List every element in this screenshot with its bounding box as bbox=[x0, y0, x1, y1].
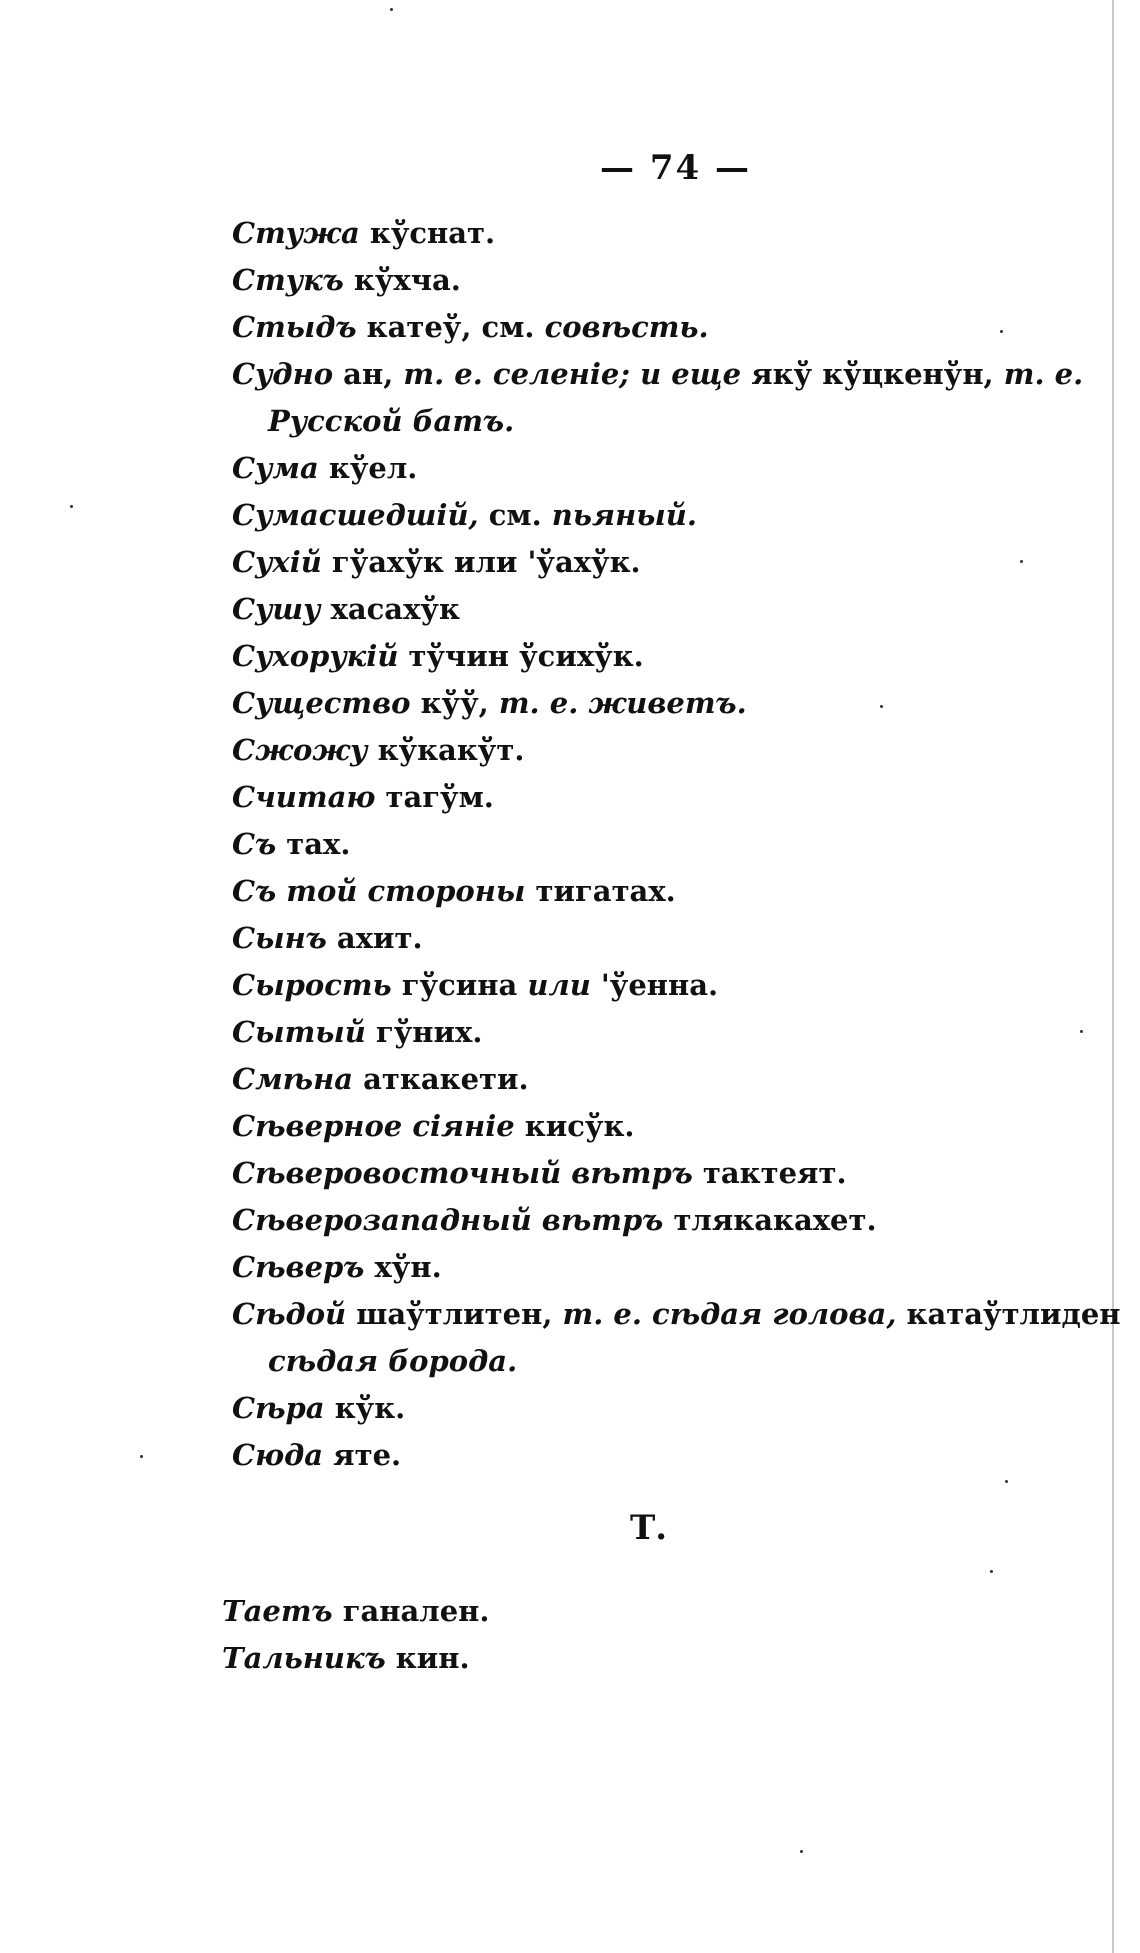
dictionary-entry bbox=[232, 1056, 1092, 1103]
dictionary-entry bbox=[232, 492, 1092, 539]
entry-term: Тальникъ bbox=[222, 1641, 386, 1675]
dictionary-entry bbox=[232, 1244, 1092, 1291]
entry-term: Сѣра bbox=[232, 1391, 325, 1425]
entry-note: т. е. сѣдая голова, bbox=[562, 1297, 897, 1331]
scan-speck bbox=[1080, 1030, 1083, 1033]
dictionary-entry bbox=[232, 257, 1092, 304]
entry-gloss: ганален. bbox=[332, 1594, 490, 1628]
dictionary-entry bbox=[232, 1009, 1092, 1056]
entry-term: Сжожу bbox=[232, 733, 368, 767]
entry-gloss: кўхча. bbox=[343, 263, 461, 297]
entry-gloss: кин. bbox=[385, 1641, 470, 1675]
dictionary-entry bbox=[222, 1588, 490, 1635]
entry-term: Сытый bbox=[232, 1015, 366, 1049]
scan-speck bbox=[140, 1455, 143, 1458]
dictionary-entry bbox=[232, 351, 1092, 398]
dictionary-entry bbox=[232, 680, 1092, 727]
dictionary-entries-t bbox=[222, 1588, 490, 1682]
entry-gloss: тактеят. bbox=[692, 1156, 847, 1190]
scan-speck bbox=[990, 1570, 993, 1573]
entry-gloss: тах. bbox=[276, 827, 351, 861]
entry-note: совѣсть. bbox=[544, 310, 709, 344]
entry-gloss: шаўтлитен, bbox=[346, 1297, 563, 1331]
dictionary-entry bbox=[232, 398, 1092, 445]
scan-speck bbox=[70, 505, 73, 508]
entry-gloss: катеў, см. bbox=[356, 310, 545, 344]
dictionary-entry bbox=[232, 210, 1092, 257]
dictionary-entry bbox=[232, 586, 1092, 633]
scan-speck bbox=[1020, 560, 1023, 563]
dictionary-entry bbox=[232, 1197, 1092, 1244]
entry-gloss: 'ўенна. bbox=[590, 968, 719, 1002]
entry-term: Стужа bbox=[232, 216, 360, 250]
entry-gloss: хўн. bbox=[364, 1250, 442, 1284]
entry-gloss: кўснат. bbox=[359, 216, 496, 250]
entry-gloss: кўў, bbox=[410, 686, 499, 720]
entry-note: или bbox=[527, 968, 591, 1002]
entry-gloss: тўчин ўсихўк. bbox=[398, 639, 644, 673]
entry-gloss: ахит. bbox=[326, 921, 423, 955]
entry-gloss: якў кўцкенўн, bbox=[741, 357, 1004, 391]
dictionary-entry bbox=[232, 868, 1092, 915]
entry-gloss: тигатах. bbox=[525, 874, 676, 908]
entry-gloss: тлякакахет. bbox=[663, 1203, 877, 1237]
entry-term: Сумасшедшій, bbox=[232, 498, 479, 532]
entry-gloss: ан, bbox=[333, 357, 404, 391]
entry-term: Смѣна bbox=[232, 1062, 354, 1096]
dictionary-entry bbox=[232, 1291, 1121, 1338]
page-number: — 74 — bbox=[600, 148, 751, 188]
dictionary-entry bbox=[232, 1103, 1092, 1150]
entry-gloss: кўел. bbox=[318, 451, 418, 485]
entry-note: пьяный. bbox=[551, 498, 697, 532]
dictionary-entry bbox=[232, 1338, 1092, 1385]
dictionary-entry bbox=[232, 539, 1092, 586]
entry-continuation: Русской батъ. bbox=[268, 404, 515, 438]
entry-note: т. е. живетъ. bbox=[498, 686, 747, 720]
entry-term: Съ bbox=[232, 827, 277, 861]
scan-speck bbox=[880, 705, 883, 708]
section-letter: Т. bbox=[630, 1508, 668, 1548]
dictionary-entry bbox=[232, 445, 1092, 492]
entry-continuation: сѣдая борода. bbox=[268, 1344, 518, 1378]
entry-gloss: яте. bbox=[323, 1438, 402, 1472]
dictionary-entry bbox=[232, 727, 1092, 774]
entry-term: Сушу bbox=[232, 592, 321, 626]
dictionary-entry bbox=[232, 1385, 1092, 1432]
entry-term: Сынъ bbox=[232, 921, 327, 955]
entry-term: Сѣверное сіяніе bbox=[232, 1109, 515, 1143]
entry-gloss: гўахўк или 'ўахўк. bbox=[321, 545, 641, 579]
entry-term: Сухорукій bbox=[232, 639, 399, 673]
entry-term: Съ той стороны bbox=[232, 874, 526, 908]
dictionary-entry bbox=[232, 1150, 1092, 1197]
entry-term: Стукъ bbox=[232, 263, 344, 297]
entry-term: Сѣверовосточный вѣтръ bbox=[232, 1156, 693, 1190]
entry-term: Стыдъ bbox=[232, 310, 357, 344]
entry-term: Существо bbox=[232, 686, 411, 720]
dictionary-entry bbox=[232, 1432, 1092, 1479]
dictionary-entry bbox=[232, 962, 1092, 1009]
entry-note: т. е. bbox=[1003, 357, 1084, 391]
entry-term: Сюда bbox=[232, 1438, 324, 1472]
entry-term: Сѣверозападный вѣтръ bbox=[232, 1203, 664, 1237]
dictionary-entry bbox=[222, 1635, 490, 1682]
entry-gloss: кўк. bbox=[324, 1391, 406, 1425]
entry-term: Сухій bbox=[232, 545, 322, 579]
page-edge bbox=[1112, 0, 1114, 1953]
entry-gloss: хасахўк bbox=[320, 592, 460, 626]
scan-speck bbox=[800, 1850, 803, 1853]
entry-note: т. е. селеніе; и еще bbox=[403, 357, 742, 391]
entry-term: Сѣдой bbox=[232, 1297, 347, 1331]
entry-term: Сума bbox=[232, 451, 319, 485]
entry-gloss: аткакети. bbox=[353, 1062, 529, 1096]
entry-gloss: см. bbox=[478, 498, 552, 532]
entry-gloss: катаўтлиден bbox=[896, 1297, 1121, 1331]
entry-gloss: кисўк. bbox=[514, 1109, 635, 1143]
scan-speck bbox=[1000, 330, 1003, 333]
dictionary-entries-s bbox=[232, 210, 1121, 1479]
entry-gloss: гўсина bbox=[391, 968, 528, 1002]
dictionary-entry bbox=[232, 633, 1092, 680]
scan-speck bbox=[1005, 1480, 1008, 1483]
scan-speck bbox=[390, 8, 393, 11]
entry-term: Считаю bbox=[232, 780, 376, 814]
entry-term: Таетъ bbox=[222, 1594, 333, 1628]
entry-term: Сырость bbox=[232, 968, 392, 1002]
dictionary-entry bbox=[232, 304, 1092, 351]
entry-gloss: гўних. bbox=[365, 1015, 483, 1049]
entry-gloss: тагўм. bbox=[375, 780, 494, 814]
entry-term: Сѣверъ bbox=[232, 1250, 365, 1284]
dictionary-entry bbox=[232, 821, 1092, 868]
entry-gloss: кўкакўт. bbox=[367, 733, 525, 767]
dictionary-entry bbox=[232, 774, 1092, 821]
entry-term: Судно bbox=[232, 357, 334, 391]
dictionary-entry bbox=[232, 915, 1092, 962]
